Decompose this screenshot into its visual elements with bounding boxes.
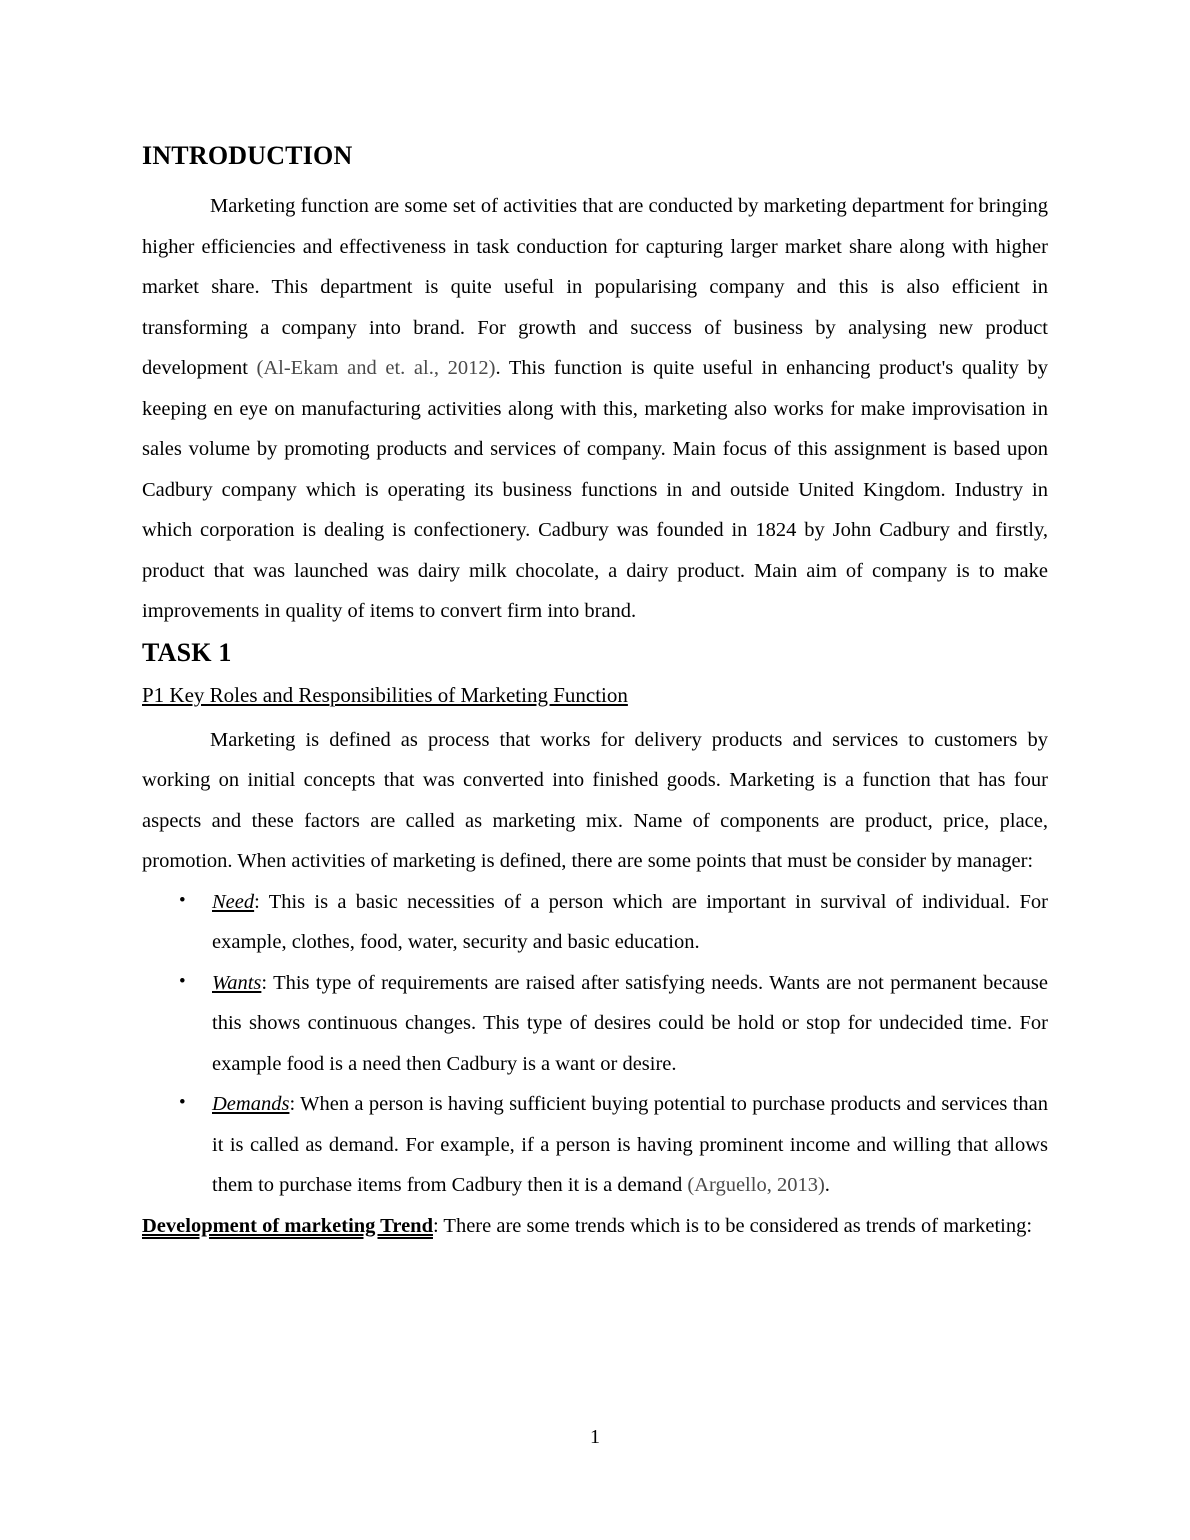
need-term: Need <box>212 890 255 913</box>
bullet-icon: • <box>179 970 186 992</box>
trend-paragraph <box>142 1206 1048 1247</box>
need-text: : This is a basic necessities of a person which are important in survival of individual. For example, clothes, food, water, security and basic education. <box>212 890 1048 953</box>
intro-paragraph-text: Marketing function are some set of activities that are conducted by marketing department for bringing higher efficiencies and effectiveness in task conduction for capturing larger market share along with higher market share. This department is quite useful in popularising company and this is also efficient in transforming a company into brand. For growth and success of business by analysing new product development <box>142 195 1048 379</box>
intro-paragraph-text-after: . This function is quite useful in enhancing product's quality by keeping en eye on manufacturing activities along with this, marketing also works for make improvisation in sales volume by promoting products and services of company. Main focus of this assignment is based upon Cadbury company which is operating its business functions in and outside United Kingdom. Industry in which corporation is dealing is confectionery. Cadbury was founded in 1824 by John Cadbury and firstly, product that was launched was dairy milk chocolate, a dairy product. Main aim of company is to make improvements in quality of items to convert firm into brand. <box>142 357 1048 622</box>
list-item-wants <box>179 963 1048 1085</box>
page-number: 1 <box>590 1426 600 1448</box>
list-item-demands <box>179 1084 1048 1206</box>
wants-text: : This type of requirements are raised after satisfying needs. Wants are not permanent because this shows continuous changes. This type of desires could be hold or stop for undecided time. For example food is a need then Cadbury is a want or desire. <box>212 971 1048 1075</box>
demands-text-after: . <box>824 1174 830 1196</box>
trend-text: : There are some trends which is to be considered as trends of marketing: <box>432 1214 1033 1237</box>
p1-paragraph: Marketing is defined as process that works for delivery products and services to customers by working on initial concepts that was converted into finished goods. Marketing is a function that has four aspects and these factors are called as marketing mix. Name of components are product, price, place, promotion. When activities of marketing is defined, there are some points that must be consider by manager: <box>142 728 1048 872</box>
marketing-points-list <box>142 882 1048 1206</box>
list-item-need <box>179 882 1048 963</box>
demands-text: : When a person is having sufficient buying potential to purchase products and services than it is called as demand. For example, if a person is having prominent income and willing that allows them to purchase items from Cadbury then it is a demand <box>212 1093 1048 1196</box>
demands-term: Demands <box>212 1093 290 1115</box>
intro-heading: INTRODUCTION <box>142 141 353 170</box>
task1-heading: TASK 1 <box>142 637 232 667</box>
trend-lead: Development of marketing Trend <box>142 1214 433 1237</box>
p1-subheading: P1 Key Roles and Responsibilities of Marketing Function <box>142 682 628 707</box>
citation-al-ekam: (Al-Ekam and et. al., 2012) <box>256 357 496 379</box>
wants-term: Wants <box>212 971 262 994</box>
bullet-icon: • <box>179 889 186 911</box>
citation-arguello: (Arguello, 2013) <box>687 1174 825 1196</box>
intro-paragraph <box>142 186 1048 632</box>
bullet-icon: • <box>179 1092 186 1113</box>
